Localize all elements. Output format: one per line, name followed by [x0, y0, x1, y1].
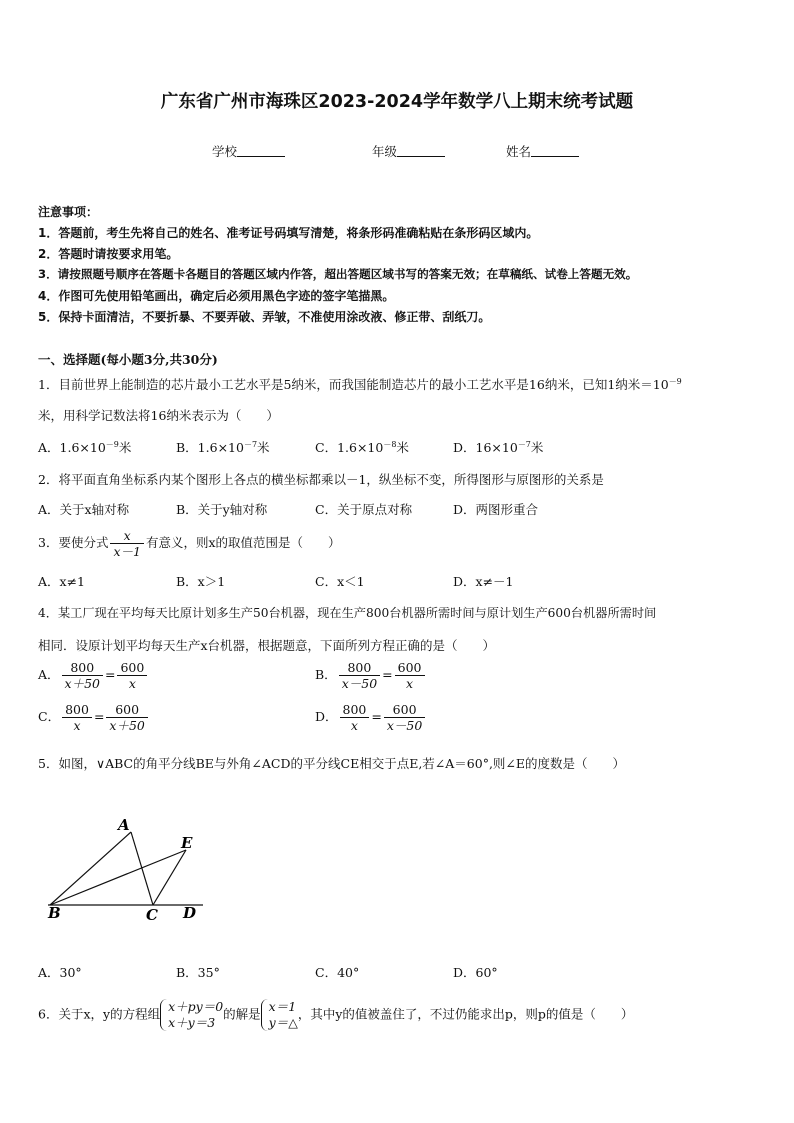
equation-system [160, 999, 223, 1031]
option-text: A．1.6×10 [38, 440, 106, 455]
q3-option-d[interactable]: D．x≠－1 [453, 574, 514, 589]
equation-row: x＋py＝0 [168, 999, 224, 1014]
q4-option-d[interactable]: D． $\frac{800}{x}$ = $\frac{600}{x-50}$ [315, 702, 427, 733]
option-unit: 米 [530, 440, 544, 455]
q5-option-b[interactable]: B．35° [176, 965, 220, 980]
q1-option-d[interactable] [453, 438, 543, 456]
equation-row: x＋y＝3 [168, 1015, 216, 1030]
note-item: 2．答题时请按要求用笔。 [38, 247, 179, 261]
fraction-numerator: 600 [384, 702, 425, 718]
q1-option-b[interactable] [176, 438, 270, 456]
q5-option-a[interactable]: A．30° [38, 965, 82, 980]
notes-heading: 注意事项： [38, 205, 99, 219]
q5-option-d[interactable]: D．60° [453, 965, 498, 980]
fraction-denominator: x [128, 676, 136, 691]
option-label: D． [315, 709, 338, 724]
brace-icon [160, 999, 167, 1031]
option-label: B． [315, 667, 337, 682]
fraction-left [62, 702, 92, 733]
equation-row: y＝△ [268, 1015, 298, 1030]
q2-option-d[interactable]: D．两图形重合 [453, 502, 539, 517]
point-d-label: D [183, 904, 197, 922]
fraction-denominator: x [350, 718, 358, 733]
q3-fraction [110, 528, 144, 559]
triangle-figure [38, 808, 218, 928]
fraction-denominator: x－50 [341, 676, 378, 691]
q1-option-c[interactable] [315, 438, 409, 456]
q3-option-a[interactable]: A．x≠1 [38, 574, 86, 589]
option-exponent: －7 [243, 440, 258, 449]
option-exponent: －8 [383, 440, 397, 449]
point-e-label: E [181, 834, 193, 852]
q6-post: ，其中y的值被盖住了，不过仍能求出p，则p的值是（ ） [297, 1006, 634, 1022]
point-b-label: B [48, 904, 61, 922]
name-field [506, 142, 579, 160]
fraction-right [395, 660, 425, 691]
fraction-denominator: x [406, 676, 414, 691]
fraction-denominator: x＋50 [64, 676, 100, 691]
fraction-numerator: x [110, 528, 144, 544]
fraction-left [339, 660, 380, 691]
name-label: 姓名 [506, 144, 532, 159]
option-label: C． [38, 709, 61, 724]
q6-pre: 6．关于x，y的方程组 [38, 1006, 161, 1022]
grade-field [372, 142, 445, 160]
solution-system [261, 999, 298, 1031]
fraction-numerator: 600 [117, 660, 147, 676]
grade-blank[interactable] [397, 144, 445, 157]
q2-option-a[interactable]: A．关于x轴对称 [38, 502, 130, 517]
q1-option-a[interactable] [38, 438, 131, 456]
school-field [212, 142, 285, 160]
option-text: D．16×10 [453, 440, 518, 455]
segment-ce [153, 850, 186, 905]
q5-option-c[interactable]: C．40° [315, 965, 360, 980]
point-a-label: A [118, 816, 130, 834]
page-title: 广东省广州市海珠区2023-2024学年数学八上期末统考试题 [160, 92, 634, 112]
question-2: 2．将平面直角坐标系内某个图形上各点的横坐标都乘以－1，纵坐标不变，所得图形与原图形的关系是 [38, 472, 604, 487]
segment-ac [131, 832, 153, 905]
fraction-right [117, 660, 147, 691]
fraction-numerator: 800 [62, 660, 103, 676]
question-1-line1 [38, 375, 682, 393]
q3-option-b[interactable]: B．x＞1 [176, 574, 226, 589]
note-item: 5．保持卡面清洁，不要折暴、不要弄破、弄皱，不准使用涂改液、修正带、刮纸刀。 [38, 310, 491, 324]
section-heading: 一、选择题(每小题3分,共30分) [38, 352, 218, 367]
fraction-numerator: 800 [62, 702, 92, 718]
school-blank[interactable] [237, 144, 285, 157]
note-item: 3．请按照题号顺序在答题卡各题目的答题区域内作答，超出答题区域书写的答案无效；在草稿纸、试卷上答题无效。 [38, 267, 638, 281]
q4-option-a[interactable]: A． $\frac{800}{x+50}$ = $\frac{600}{x}$ [38, 660, 149, 691]
fraction-numerator: 600 [395, 660, 425, 676]
q6-mid: 的解是 [223, 1006, 261, 1022]
note-item: 4．作图可先使用铅笔画出，确定后必须用黑色字迹的签字笔描黑。 [38, 289, 395, 303]
option-unit: 米 [257, 440, 270, 455]
q3-post: 有意义，则x的取值范围是（ ） [145, 535, 341, 550]
grade-label: 年级 [372, 144, 398, 159]
point-c-label: C [146, 906, 158, 924]
q1-exponent: －9 [668, 377, 682, 386]
question-4-line1: 4．某工厂现在平均每天比原计划多生产50台机器，现在生产800台机器所需时间与原计划生产600台机器所需时间 [38, 606, 657, 620]
option-unit: 米 [396, 440, 409, 455]
q1-text: 1．目前世界上能制造的芯片最小工艺水平是5纳米，而我国能制造芯片的最小工艺水平是16纳米，已知1纳米＝10 [38, 377, 669, 392]
fraction-numerator: 800 [340, 702, 370, 718]
question-1-line2: 米，用科学记数法将16纳米表示为（ ） [38, 408, 279, 423]
q2-option-b[interactable]: B．关于y轴对称 [176, 502, 268, 517]
q3-pre: 3．要使分式 [38, 535, 109, 550]
fraction-denominator: x [73, 718, 81, 733]
option-exponent: －9 [105, 440, 119, 449]
q3-option-c[interactable]: C．x＜1 [315, 574, 365, 589]
fraction-numerator: 800 [339, 660, 380, 676]
fraction-numerator: 600 [106, 702, 147, 718]
note-item: 1．答题前，考生先将自己的姓名、准考证号码填写清楚，将条形码准确粘贴在条形码区域内。 [38, 226, 539, 240]
option-text: B．1.6×10 [176, 440, 244, 455]
name-blank[interactable] [531, 144, 579, 157]
question-6 [38, 999, 633, 1031]
school-label: 学校 [212, 144, 238, 159]
fraction-left [340, 702, 370, 733]
q4-option-b[interactable]: B． $\frac{800}{x-50}$ = $\frac{600}{x}$ [315, 660, 427, 691]
question-4-line2: 相同．设原计划平均每天生产x台机器，根据题意，下面所列方程正确的是（ ） [38, 638, 496, 653]
fraction-denominator: x＋50 [109, 718, 145, 733]
option-exponent: －7 [517, 440, 531, 449]
brace-icon [261, 999, 268, 1031]
q2-option-c[interactable]: C．关于原点对称 [315, 502, 413, 517]
segment-be [50, 850, 186, 905]
option-unit: 米 [118, 440, 132, 455]
fraction-right [384, 702, 425, 733]
option-text: C．1.6×10 [315, 440, 384, 455]
segment-ba [50, 832, 131, 905]
equation-row: x＝1 [268, 999, 297, 1014]
question-5: 5．如图，∨ABC的角平分线BE与外角∠ACD的平分线CE相交于点E,若∠A＝60°,则∠E的度数是（ ） [38, 756, 626, 771]
fraction-left [62, 660, 103, 691]
fraction-right [106, 702, 147, 733]
fraction-denominator: x－50 [386, 718, 423, 733]
fraction-denominator: x－1 [113, 544, 141, 559]
q4-option-c[interactable]: C． $\frac{800}{x}$ = $\frac{600}{x+50}$ [38, 702, 150, 733]
option-label: A． [38, 667, 60, 682]
question-3 [38, 528, 341, 559]
